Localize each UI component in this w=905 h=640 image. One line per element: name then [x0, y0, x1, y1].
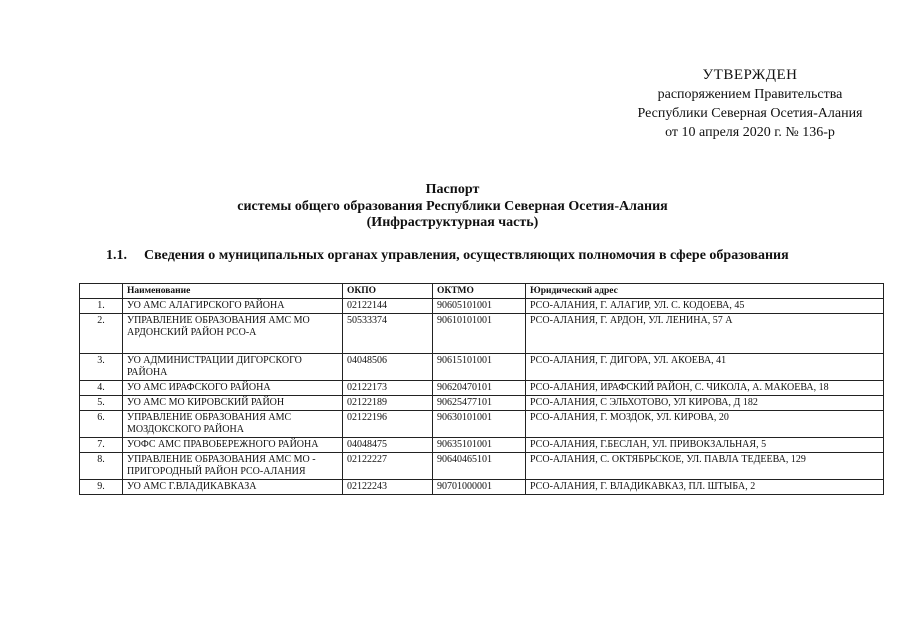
section-heading — [106, 248, 789, 264]
row-address: РСО-АЛАНИЯ, Г. ВЛАДИКАВКАЗ, ПЛ. ШТЫБА, 2 — [526, 480, 884, 495]
table-row — [80, 411, 884, 438]
row-okpo: 50533374 — [343, 314, 433, 354]
row-address: РСО-АЛАНИЯ, Г. АРДОН, УЛ. ЛЕНИНА, 57 А — [526, 314, 884, 354]
table-row — [80, 314, 884, 354]
row-address: РСО-АЛАНИЯ, Г. АЛАГИР, УЛ. С. КОДОЕВА, 45 — [526, 299, 884, 314]
row-oktmo: 90610101001 — [433, 314, 526, 354]
row-oktmo: 90620470101 — [433, 381, 526, 396]
row-address: РСО-АЛАНИЯ, С ЭЛЬХОТОВО, УЛ КИРОВА, Д 182 — [526, 396, 884, 411]
approval-line-4: от 10 апреля 2020 г. № 136-р — [665, 125, 835, 140]
table-row — [80, 453, 884, 480]
document-title: Паспорт — [425, 182, 480, 197]
table-row — [80, 480, 884, 495]
row-oktmo: 90630101001 — [433, 411, 526, 438]
row-name: УПРАВЛЕНИЕ ОБРАЗОВАНИЯ АМС МОЗДОКСКОГО РАЙОНА — [123, 411, 343, 438]
row-name: УО АМС ИРАФСКОГО РАЙОНА — [123, 381, 343, 396]
section-text: Сведения о муниципальных органах управления, осуществляющих полномочия в сфере образования — [144, 248, 789, 263]
row-number: 8. — [80, 453, 123, 480]
row-okpo: 02122189 — [343, 396, 433, 411]
table-row — [80, 354, 884, 381]
row-oktmo: 90625477101 — [433, 396, 526, 411]
header-oktmo: ОКТМО — [433, 284, 526, 299]
row-number: 6. — [80, 411, 123, 438]
row-name: УО АМС Г.ВЛАДИКАВКАЗА — [123, 480, 343, 495]
table-row — [80, 299, 884, 314]
row-address: РСО-АЛАНИЯ, Г.БЕСЛАН, УЛ. ПРИВОКЗАЛЬНАЯ, 5 — [526, 438, 884, 453]
document-subtitle: системы общего образования Республики Северная Осетия-Алания — [237, 199, 668, 214]
approval-line-3: Республики Северная Осетия-Алания — [637, 106, 863, 121]
table-header-row — [80, 284, 884, 299]
row-number: 2. — [80, 314, 123, 354]
header-address: Юридический адрес — [526, 284, 884, 299]
row-number: 3. — [80, 354, 123, 381]
row-number: 9. — [80, 480, 123, 495]
row-name: УПРАВЛЕНИЕ ОБРАЗОВАНИЯ АМС МО - ПРИГОРОДНЫЙ РАЙОН РСО-АЛАНИЯ — [123, 453, 343, 480]
row-number: 7. — [80, 438, 123, 453]
municipal-bodies-table — [79, 283, 884, 495]
document-subtitle-part: (Инфраструктурная часть) — [366, 215, 539, 230]
row-address: РСО-АЛАНИЯ, ИРАФСКИЙ РАЙОН, С. ЧИКОЛА, А. МАКОЕВА, 18 — [526, 381, 884, 396]
row-address: РСО-АЛАНИЯ, С. ОКТЯБРЬСКОЕ, УЛ. ПАВЛА ТЕДЕЕВА, 129 — [526, 453, 884, 480]
table-row — [80, 438, 884, 453]
row-okpo: 02122196 — [343, 411, 433, 438]
row-name: УОФС АМС ПРАВОБЕРЕЖНОГО РАЙОНА — [123, 438, 343, 453]
section-number: 1.1. — [106, 248, 127, 263]
row-number: 5. — [80, 396, 123, 411]
approval-line-2: распоряжением Правительства — [657, 87, 843, 102]
table-row — [80, 381, 884, 396]
row-okpo: 02122227 — [343, 453, 433, 480]
row-number: 4. — [80, 381, 123, 396]
header-okpo: ОКПО — [343, 284, 433, 299]
row-okpo: 02122243 — [343, 480, 433, 495]
row-name: УО АМС АЛАГИРСКОГО РАЙОНА — [123, 299, 343, 314]
row-address: РСО-АЛАНИЯ, Г. ДИГОРА, УЛ. АКОЕВА, 41 — [526, 354, 884, 381]
row-oktmo: 90701000001 — [433, 480, 526, 495]
row-okpo: 04048475 — [343, 438, 433, 453]
row-oktmo: 90615101001 — [433, 354, 526, 381]
row-oktmo: 90640465101 — [433, 453, 526, 480]
row-okpo: 04048506 — [343, 354, 433, 381]
row-okpo: 02122173 — [343, 381, 433, 396]
row-okpo: 02122144 — [343, 299, 433, 314]
table-row — [80, 396, 884, 411]
header-name: Наименование — [123, 284, 343, 299]
row-name: УО АМС МО КИРОВСКИЙ РАЙОН — [123, 396, 343, 411]
approval-block — [620, 66, 880, 142]
row-name: УПРАВЛЕНИЕ ОБРАЗОВАНИЯ АМС МО АРДОНСКИЙ РАЙОН РСО-А — [123, 314, 343, 354]
row-oktmo: 90605101001 — [433, 299, 526, 314]
approval-heading: УТВЕРЖДЕН — [702, 67, 798, 83]
header-number — [80, 284, 123, 299]
row-name: УО АДМИНИСТРАЦИИ ДИГОРСКОГО РАЙОНА — [123, 354, 343, 381]
row-number: 1. — [80, 299, 123, 314]
row-oktmo: 90635101001 — [433, 438, 526, 453]
row-address: РСО-АЛАНИЯ, Г. МОЗДОК, УЛ. КИРОВА, 20 — [526, 411, 884, 438]
